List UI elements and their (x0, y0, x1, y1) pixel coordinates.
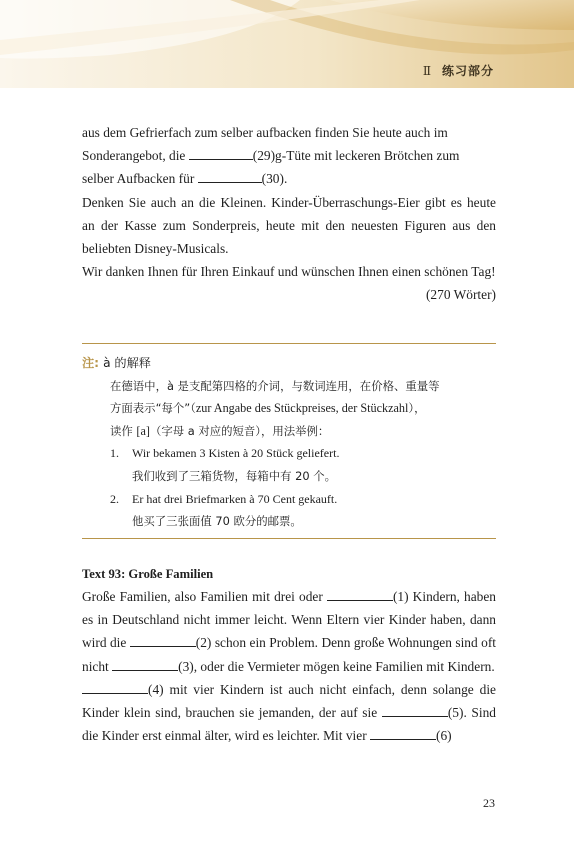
text-line: (29)g-Tüte mit leckeren Brötchen zum (252, 148, 460, 164)
page-number: 23 (483, 796, 495, 810)
example-chinese: 我们收到了三箱货物，每箱中有 20 个。 (132, 468, 336, 483)
example-chinese: 他买了三张面值 70 欧分的邮票。 (132, 514, 302, 529)
note-text (82, 375, 502, 443)
note-heading (82, 352, 502, 375)
example-german: Wir bekamen 3 Kisten à 20 Stück geliefert. (132, 446, 340, 461)
top-text (82, 121, 496, 307)
answer-blank-2[interactable] (130, 634, 196, 647)
example-german: Er hat drei Briefmarken à 70 Cent gekauft. (132, 491, 338, 506)
section-roman: Ⅱ (422, 64, 432, 78)
example-number: 2. (110, 491, 119, 506)
divider (82, 538, 496, 539)
answer-blank-30[interactable] (198, 170, 262, 183)
paragraph: Denken Sie auch an die Kleinen. Kinder-Überraschungs-Eier gibt es heute an der Kasse zum Sonderpreis, heute mit den neuesten Figuren aus den beliebten Disney-Musicals. (82, 194, 496, 257)
text-title: Text 93: Große Familien (82, 567, 214, 581)
section-title: 练习部分 (441, 64, 494, 78)
note-line: 读作 [a]（字母 a 对应的短音），用法举例： (110, 423, 330, 438)
answer-blank-5[interactable] (382, 704, 448, 717)
answer-blank-4[interactable] (82, 681, 148, 694)
text-line: Sonderangebot, die (82, 148, 189, 164)
answer-blank-3[interactable] (112, 658, 178, 671)
word-count: (270 Wörter) (425, 287, 496, 303)
divider (82, 343, 496, 344)
note-title: à 的解释 (103, 356, 151, 370)
text-93 (82, 563, 496, 747)
answer-blank-6[interactable] (370, 727, 436, 740)
note-line: 在德语中，à 是支配第四格的介词，与数词连用，在价格、重量等 (110, 378, 440, 393)
example-number: 1. (110, 446, 119, 461)
paragraph: Große Familien, also Familien mit drei oder (1) Kindern, haben es in Deutschland nicht immer leicht. Wenn Eltern vier Kinder haben, dann wird die (2) schon ein Problem. Denn große Wohnungen sind oft nicht (3), oder die Vermieter mögen keine Familien mit Kindern. (82, 589, 496, 674)
section-label (423, 62, 494, 79)
note-label: 注: (82, 356, 100, 370)
note-line: 方面表示“每个”（zur Angabe des Stückpreises, der Stückzahl）， (110, 401, 426, 416)
page-header (0, 0, 574, 88)
paragraph: Wir danken Ihnen für Ihren Einkauf und wünschen Ihnen einen schönen Tag! (82, 264, 496, 280)
answer-blank-1[interactable] (327, 588, 393, 601)
paragraph: (4) mit vier Kindern ist auch nicht einfach, denn solange die Kinder klein sind, brauchen sie jemanden, der auf sie (5). Sind die Kinder erst einmal älter, wird es leichter. Mit vier (6) (82, 681, 496, 744)
note-box (82, 352, 502, 533)
text-line: (30). (261, 171, 288, 187)
example-2 (82, 488, 502, 533)
text-line: selber Aufbacken für (82, 171, 198, 187)
example-1 (82, 442, 502, 487)
paragraph (82, 121, 496, 191)
text-line: aus dem Gefrierfach zum selber aufbacken finden Sie heute auch im (82, 125, 448, 140)
answer-blank-29[interactable] (189, 147, 253, 160)
